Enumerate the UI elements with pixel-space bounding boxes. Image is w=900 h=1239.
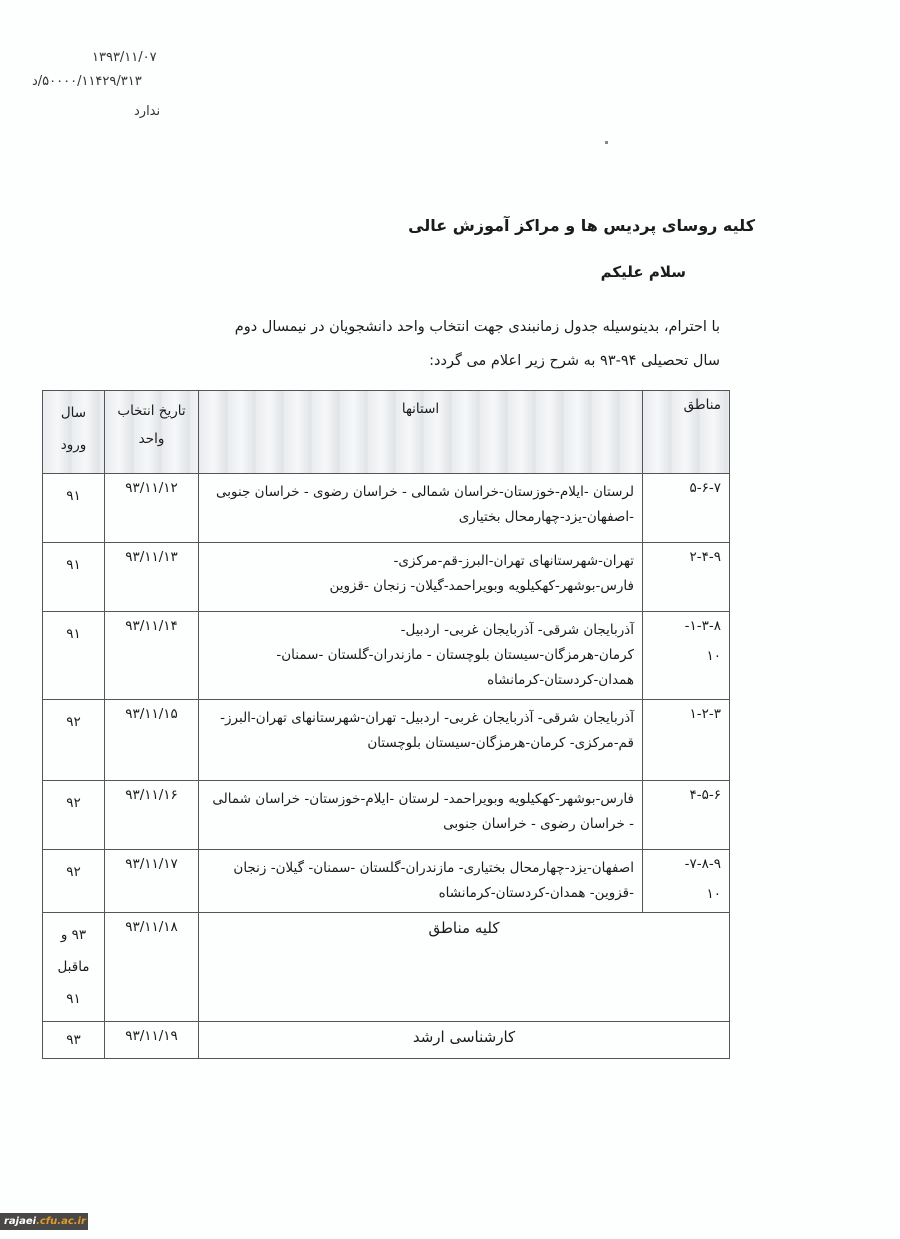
year-cell: ۹۲ — [43, 850, 105, 913]
provinces-line: کرمان-هرمزگان-سیستان بلوچستان - مازندران-گلستان -سمنان- — [276, 647, 634, 663]
provinces-line: -قزوین- همدان-کردستان-کرمانشاه — [438, 885, 634, 901]
provinces-line: تهران-شهرستانهای تهران-البرز-قم-مرکزی- — [393, 553, 634, 569]
header-provinces: استانها — [199, 391, 643, 474]
provinces-cell — [199, 781, 643, 850]
table-row — [43, 474, 730, 543]
masters-cell: کارشناسی ارشد — [199, 1022, 730, 1059]
year-cell: ۹۲ — [43, 781, 105, 850]
year-line: ماقبل — [57, 959, 90, 975]
provinces-line: فارس-بوشهر-کهکیلویه وبویراحمد- لرستان -ایلام-خوزستان- خراسان شمالی — [212, 791, 634, 807]
greeting: سلام علیکم — [600, 263, 686, 281]
provinces-cell — [199, 543, 643, 612]
date-cell: ۹۳/۱۱/۱۹ — [105, 1022, 199, 1059]
date-cell: ۹۳/۱۱/۱۴ — [105, 612, 199, 700]
year-cell: ۹۱ — [43, 612, 105, 700]
provinces-line: قم-مرکزی- کرمان-هرمزگان-سیستان بلوچستان — [367, 735, 634, 751]
date-cell: ۹۳/۱۱/۱۷ — [105, 850, 199, 913]
date-cell: ۹۳/۱۱/۱۵ — [105, 700, 199, 781]
region-value-continued: ۱۰ — [706, 648, 721, 664]
date-cell: ۹۳/۱۱/۱۳ — [105, 543, 199, 612]
provinces-line: لرستان -ایلام-خوزستان-خراسان شمالی - خراسان رضوی - خراسان جنوبی — [215, 484, 634, 500]
provinces-cell — [199, 700, 643, 781]
letter-date: ۱۳۹۳/۱۱/۰۷ — [92, 50, 157, 65]
letter-number: ۵۰۰۰۰/۱۱۴۲۹/۳۱۳/د — [32, 74, 142, 89]
table-row — [43, 612, 730, 700]
header-entry-year: سال ورود — [43, 391, 105, 474]
table-row-all-regions — [43, 913, 730, 1022]
provinces-line: اصفهان-یزد-چهارمحال بختیاری- مازندران-گلستان -سمنان- گیلان- زنجان — [233, 860, 634, 876]
watermark-domain: .cfu.ac.ir — [36, 1216, 86, 1227]
table-header-row — [43, 391, 730, 474]
provinces-line: -اصفهان-یزد-چهارمحال بختیاری — [458, 509, 634, 525]
year-line: ۹۱ — [66, 991, 81, 1007]
date-cell: ۹۳/۱۱/۱۸ — [105, 913, 199, 1022]
body-line-1: با احترام، بدینوسیله جدول زمانبندی جهت انتخاب واحد دانشجویان در نیمسال دوم — [234, 319, 720, 335]
letter-body — [80, 310, 720, 378]
region-value: ۲-۴-۹ — [689, 549, 721, 565]
date-cell: ۹۳/۱۱/۱۲ — [105, 474, 199, 543]
year-line: ۹۳ و — [60, 927, 87, 943]
provinces-cell — [199, 612, 643, 700]
all-regions-cell: کلیه مناطق — [199, 913, 730, 1022]
provinces-line: فارس-بوشهر-کهکیلویه وبویراحمد-گیلان- زنجان -قزوین — [329, 578, 634, 594]
header-regions: مناطق — [643, 391, 730, 474]
region-cell — [643, 474, 730, 543]
registration-schedule-table — [42, 390, 730, 1059]
region-cell — [643, 850, 730, 913]
region-cell — [643, 700, 730, 781]
region-cell — [643, 543, 730, 612]
provinces-line: - خراسان رضوی - خراسان جنوبی — [443, 816, 634, 832]
date-cell: ۹۳/۱۱/۱۶ — [105, 781, 199, 850]
region-value: ۱-۳-۸- — [684, 618, 721, 634]
region-value: ۵-۶-۷ — [689, 480, 721, 496]
year-cell — [43, 913, 105, 1022]
year-cell: ۹۱ — [43, 543, 105, 612]
provinces-cell — [199, 474, 643, 543]
table-row — [43, 700, 730, 781]
watermark-name: rajaei — [4, 1216, 37, 1227]
scan-speck — [605, 141, 608, 144]
region-cell — [643, 781, 730, 850]
letter-attachment: ندارد — [134, 104, 161, 119]
body-line-2: سال تحصیلی ۹۴-۹۳ به شرح زیر اعلام می گردد: — [429, 353, 720, 369]
site-watermark — [0, 1213, 88, 1230]
table-row — [43, 850, 730, 913]
region-value: ۷-۸-۹- — [684, 856, 721, 872]
region-value-continued: ۱۰ — [706, 886, 721, 902]
header-date: تاریخ انتخاب واحد — [105, 391, 199, 474]
region-value: ۴-۵-۶ — [689, 787, 721, 803]
table-row — [43, 543, 730, 612]
provinces-line: آذربایجان شرقی- آذربایجان غربی- اردبیل- — [400, 622, 634, 638]
year-cell: ۹۱ — [43, 474, 105, 543]
table-row — [43, 781, 730, 850]
year-cell: ۹۳ — [43, 1022, 105, 1059]
year-cell: ۹۲ — [43, 700, 105, 781]
provinces-line: آذربایجان شرقی- آذربایجان غربی- اردبیل- تهران-شهرستانهای تهران-البرز- — [220, 710, 634, 726]
addressee-heading: کلیه روسای پردیس ها و مراکز آموزش عالی — [408, 216, 755, 235]
table-row-masters — [43, 1022, 730, 1059]
provinces-line: همدان-کردستان-کرمانشاه — [487, 672, 634, 688]
region-cell — [643, 612, 730, 700]
region-value: ۱-۲-۳ — [689, 706, 721, 722]
provinces-cell — [199, 850, 643, 913]
